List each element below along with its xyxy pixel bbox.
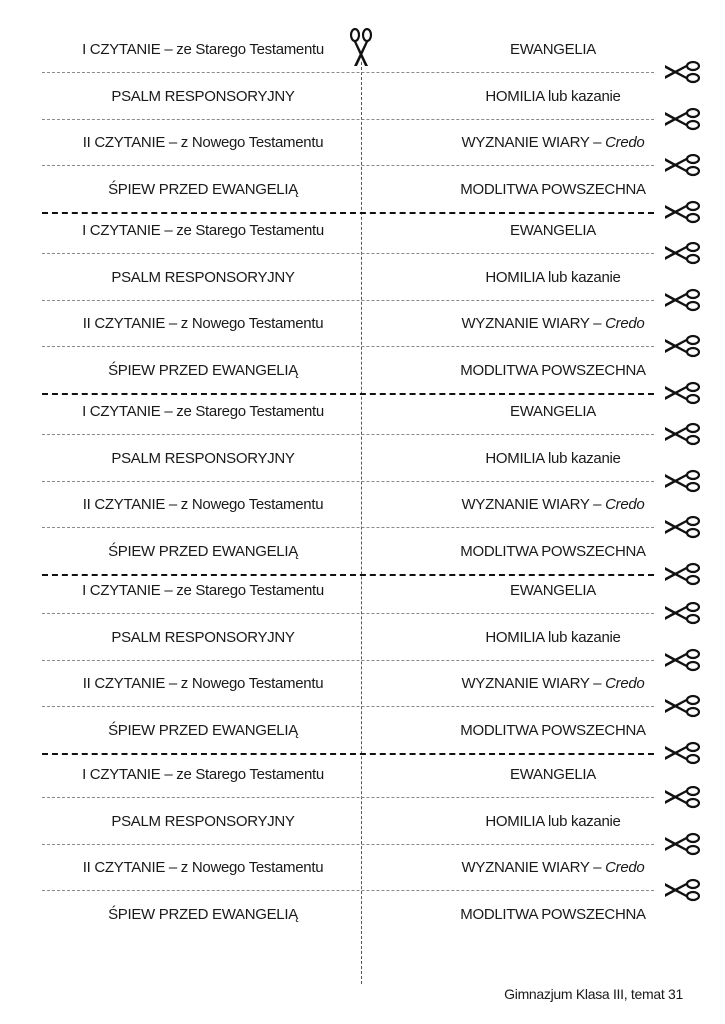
label-text: MODLITWA POWSZECHNA — [460, 180, 646, 198]
liturgy-part-label: ŚPIEW PRZED EWANGELIĄ — [108, 542, 298, 560]
liturgy-part-label: II CZYTANIE – z Nowego Testamentu — [82, 496, 324, 513]
liturgy-part-label: II CZYTANIE – z Nowego Testamentu — [82, 675, 324, 692]
label-text: MODLITWA POWSZECHNA — [460, 721, 646, 739]
scissors-icon — [664, 648, 700, 672]
scissors-icon — [664, 334, 700, 358]
scissors-icon — [664, 381, 700, 405]
liturgy-part-label: PSALM RESPONSORYJNY — [111, 628, 295, 646]
label-italic-text: Credo — [605, 859, 645, 876]
scissors-icon — [664, 878, 700, 902]
label-text: WYZNANIE WIARY – — [461, 496, 606, 513]
scissors-icon — [664, 241, 700, 265]
row-cut-line — [42, 300, 654, 301]
liturgy-part-label: II CZYTANIE – z Nowego Testamentu — [82, 134, 324, 151]
liturgy-part-label: I CZYTANIE – ze Starego Testamentu — [82, 222, 324, 239]
label-text: EWANGELIA — [510, 222, 596, 239]
group-cut-line — [42, 753, 654, 755]
scissors-icon — [664, 601, 700, 625]
label-text: HOMILIA lub kazanie — [485, 87, 621, 105]
label-text: WYZNANIE WIARY – — [461, 315, 606, 332]
liturgy-part-label: II CZYTANIE – z Nowego Testamentu — [82, 315, 324, 332]
scissors-icon — [664, 60, 700, 84]
row-cut-line — [42, 706, 654, 707]
liturgy-part-label: I CZYTANIE – ze Starego Testamentu — [82, 766, 324, 783]
label-text: EWANGELIA — [510, 41, 596, 58]
row-cut-line — [42, 434, 654, 435]
liturgy-part-label: PSALM RESPONSORYJNY — [111, 449, 295, 467]
label-italic-text: Credo — [605, 496, 645, 513]
scissors-icon — [664, 422, 700, 446]
row-cut-line — [42, 527, 654, 528]
liturgy-part-label: PSALM RESPONSORYJNY — [111, 268, 295, 286]
liturgy-part-label — [460, 543, 645, 561]
liturgy-part-label — [485, 450, 620, 468]
group-cut-line — [42, 393, 654, 395]
label-italic-text: Credo — [605, 315, 645, 332]
liturgy-part-label: II CZYTANIE – z Nowego Testamentu — [82, 859, 324, 876]
row-cut-line — [42, 890, 654, 891]
scissors-icon — [664, 785, 700, 809]
liturgy-part-label — [510, 41, 596, 59]
group-cut-line — [42, 212, 654, 214]
row-cut-line — [42, 844, 654, 845]
scissors-icon — [664, 288, 700, 312]
liturgy-part-label — [485, 88, 620, 106]
vertical-cut-line — [361, 62, 362, 984]
liturgy-part-label — [510, 582, 596, 600]
liturgy-part-label — [485, 269, 620, 287]
scissors-icon — [664, 694, 700, 718]
liturgy-part-label — [462, 134, 645, 152]
liturgy-part-label — [485, 813, 620, 831]
liturgy-part-label: I CZYTANIE – ze Starego Testamentu — [82, 41, 324, 58]
row-cut-line — [42, 119, 654, 120]
label-text: EWANGELIA — [510, 582, 596, 599]
row-cut-line — [42, 253, 654, 254]
liturgy-part-label — [460, 181, 645, 199]
liturgy-part-label: ŚPIEW PRZED EWANGELIĄ — [108, 180, 298, 198]
label-text: EWANGELIA — [510, 766, 596, 783]
liturgy-part-label: ŚPIEW PRZED EWANGELIĄ — [108, 721, 298, 739]
row-cut-line — [42, 660, 654, 661]
liturgy-part-label — [460, 362, 645, 380]
liturgy-part-label — [462, 496, 645, 514]
label-italic-text: Credo — [605, 675, 645, 692]
liturgy-part-label — [510, 766, 596, 784]
label-italic-text: Credo — [605, 134, 645, 151]
label-text: HOMILIA lub kazanie — [485, 268, 621, 286]
label-text: HOMILIA lub kazanie — [485, 628, 621, 646]
row-cut-line — [42, 346, 654, 347]
label-text: HOMILIA lub kazanie — [485, 812, 621, 830]
liturgy-part-label — [460, 906, 645, 924]
liturgy-part-label — [462, 315, 645, 333]
label-text: MODLITWA POWSZECHNA — [460, 905, 646, 923]
scissors-icon — [664, 469, 700, 493]
scissors-icon — [664, 153, 700, 177]
liturgy-part-label: PSALM RESPONSORYJNY — [111, 87, 295, 105]
label-text: MODLITWA POWSZECHNA — [460, 542, 646, 560]
liturgy-part-label: ŚPIEW PRZED EWANGELIĄ — [108, 361, 298, 379]
scissors-icon — [664, 515, 700, 539]
group-cut-line — [42, 574, 654, 576]
scissors-icon — [664, 562, 700, 586]
liturgy-part-label — [485, 629, 620, 647]
scissors-icon — [349, 28, 373, 68]
liturgy-part-label — [510, 222, 596, 240]
row-cut-line — [42, 797, 654, 798]
label-text: HOMILIA lub kazanie — [485, 449, 621, 467]
page-footer: Gimnazjum Klasa III, temat 31 — [504, 986, 683, 1002]
liturgy-part-label: PSALM RESPONSORYJNY — [111, 812, 295, 830]
liturgy-part-label — [510, 403, 596, 421]
label-text: WYZNANIE WIARY – — [461, 134, 606, 151]
row-cut-line — [42, 481, 654, 482]
scissors-icon — [664, 107, 700, 131]
row-cut-line — [42, 72, 654, 73]
row-cut-line — [42, 165, 654, 166]
scissors-icon — [664, 200, 700, 224]
label-text: EWANGELIA — [510, 403, 596, 420]
label-text: WYZNANIE WIARY – — [461, 859, 606, 876]
scissors-icon — [664, 741, 700, 765]
liturgy-part-label — [462, 675, 645, 693]
liturgy-part-label: I CZYTANIE – ze Starego Testamentu — [82, 403, 324, 420]
liturgy-part-label: I CZYTANIE – ze Starego Testamentu — [82, 582, 324, 599]
liturgy-part-label: ŚPIEW PRZED EWANGELIĄ — [108, 905, 298, 923]
liturgy-part-label — [460, 722, 645, 740]
label-text: WYZNANIE WIARY – — [461, 675, 606, 692]
scissors-icon — [664, 832, 700, 856]
liturgy-part-label — [462, 859, 645, 877]
label-text: MODLITWA POWSZECHNA — [460, 361, 646, 379]
row-cut-line — [42, 613, 654, 614]
